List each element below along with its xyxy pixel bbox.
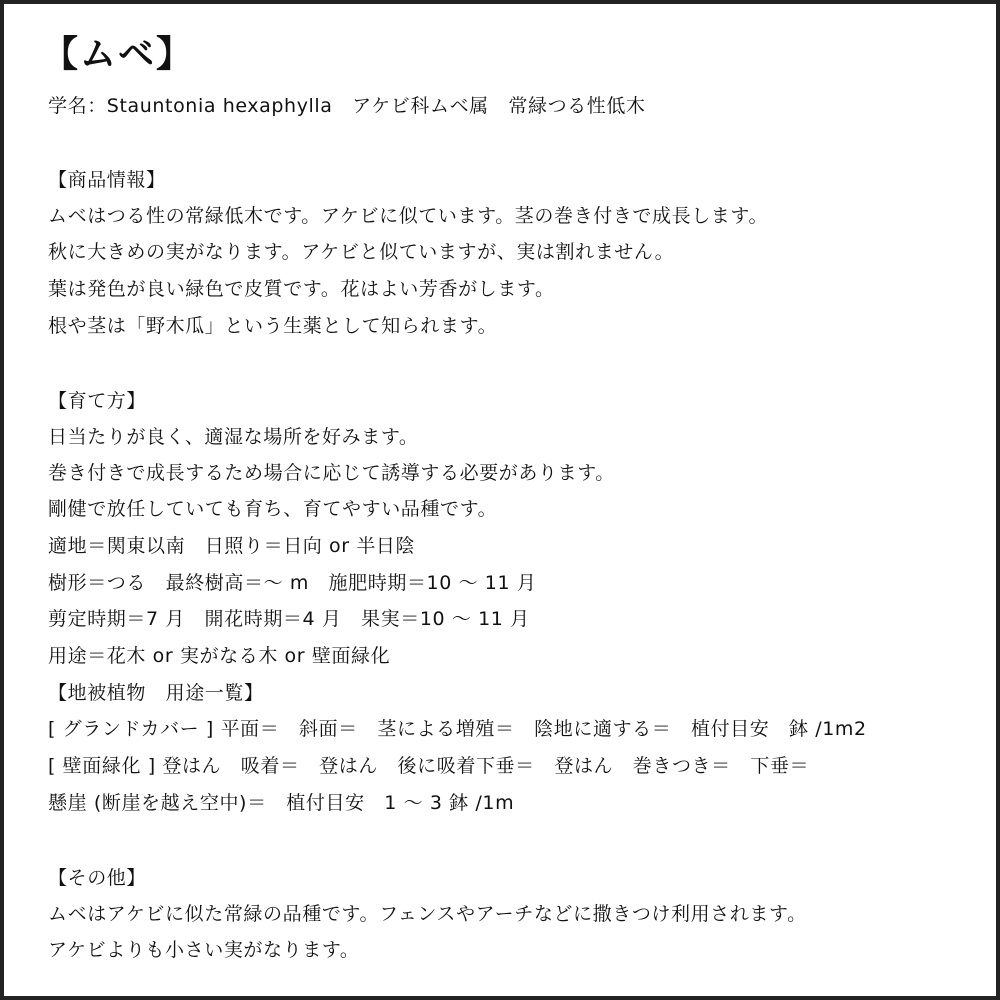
product-info-heading: 【商品情報】 [48,169,166,191]
growing-line: 用途＝花木 or 実がなる木 or 壁面緑化 [48,645,391,667]
growing-line: 剛健で放任していても育ち、育てやすい品種です。 [48,498,498,520]
product-info-line: 葉は発色が良い緑色で皮質です。花はよい芳香がします。 [48,278,555,300]
growing-heading: 【育て方】 [48,390,147,412]
scientific-name-line: 学名：Stauntonia hexaphylla アケビ科ムベ属 常緑つる性低木 [48,95,646,117]
growing-line: 剪定時期＝7 月 開花時期＝4 月 果実＝10 ～ 11 月 [48,608,530,630]
other-heading: 【その他】 [48,867,147,889]
groundcover-line: [ 壁面緑化 ] 登はん 吸着＝ 登はん 後に吸着下垂＝ 登はん 巻きつき＝ 下垂＝ [48,755,810,777]
growing-line: 適地＝関東以南 日照り＝日向 or 半日陰 [48,535,416,557]
page-title: 【ムベ】 [42,34,195,75]
product-info-line: ムベはつる性の常緑低木です。アケビに似ています。茎の巻き付きで成長します。 [48,205,769,227]
other-line: ムベはアケビに似た常緑の品種です。フェンスやアーチなどに撒きつけ利用されます。 [48,903,807,925]
product-info-line: 根や茎は「野木瓜」という生薬として知られます。 [48,315,498,337]
growing-line: 巻き付きで成長するため場合に応じて誘導する必要があります。 [48,462,615,484]
product-info-line: 秋に大きめの実がなります。アケビと似ていますが、実は割れません。 [48,241,675,263]
growing-line: 日当たりが良く、適湿な場所を好みます。 [48,426,419,448]
groundcover-line: 懸崖 (断崖を越え空中)＝ 植付目安 1 ～ 3 鉢 /1m [48,792,515,814]
groundcover-line: [ グランドカバー ] 平面＝ 斜面＝ 茎による増殖＝ 陰地に適する＝ 植付目安 鉢 /1m2 [48,718,867,740]
other-line: アケビよりも小さい実がなります。 [48,939,360,961]
growing-line: 樹形＝つる 最終樹高＝～ m 施肥時期＝10 ～ 11 月 [48,572,537,594]
groundcover-heading: 【地被植物 用途一覧】 [48,682,264,704]
